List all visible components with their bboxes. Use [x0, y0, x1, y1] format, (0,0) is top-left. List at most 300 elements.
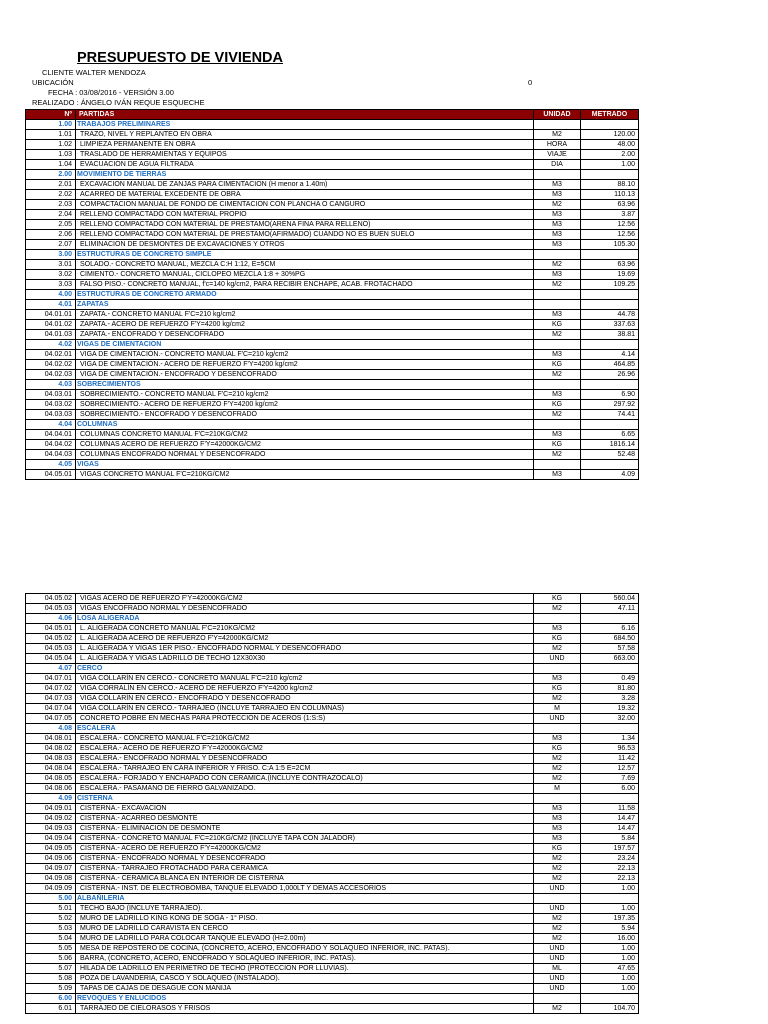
item-description: SOLADO.- CONCRETO MANUAL, MEZCLA C:H 1:12, E=5CM	[76, 260, 534, 270]
item-number: 04.08.03	[26, 754, 76, 764]
item-unit: M3	[534, 734, 581, 744]
table-row	[26, 370, 639, 380]
item-number: 2.02	[26, 190, 76, 200]
item-quantity: 12.56	[581, 220, 639, 230]
item-quantity: 464.85	[581, 360, 639, 370]
item-quantity	[581, 250, 639, 260]
item-number: 04.07.01	[26, 674, 76, 684]
item-quantity: 88.10	[581, 180, 639, 190]
table-row	[26, 984, 639, 994]
document-title: PRESUPUESTO DE VIVIENDA	[77, 50, 284, 66]
item-description: RELLENO COMPACTADO CON MATERIAL DE PRESTAMO(ARENA FINA PARA RELLENO)	[76, 220, 534, 230]
item-number: 5.06	[26, 954, 76, 964]
author-line: REALIZADO : ÁNGELO IVÁN REQUE ESQUECHE	[32, 98, 205, 107]
item-quantity: 22.13	[581, 864, 639, 874]
item-quantity: 1.00	[581, 904, 639, 914]
section-row	[26, 460, 639, 470]
item-quantity	[581, 724, 639, 734]
item-description: MOVIMIENTO DE TIERRAS	[76, 170, 534, 180]
item-description: L. ALIGERADA CONCRETO MANUAL F'C=210KG/CM2	[76, 624, 534, 634]
item-description: VIGAS	[76, 460, 534, 470]
item-unit	[534, 724, 581, 734]
item-description: RELLENO COMPACTADO CON MATERIAL DE PRESTAMO(AFIRMADO) CUANDO NO ES BUEN SUELO	[76, 230, 534, 240]
item-quantity: 105.30	[581, 240, 639, 250]
item-quantity	[581, 340, 639, 350]
item-quantity: 560.04	[581, 594, 639, 604]
item-number: 04.08.06	[26, 784, 76, 794]
item-number: 04.09.04	[26, 834, 76, 844]
item-number: 3.01	[26, 260, 76, 270]
item-description: CISTERNA.- TARRAJEO FROTACHADO PARA CERAMICA	[76, 864, 534, 874]
item-number: 6.01	[26, 1004, 76, 1014]
item-description: CISTERNA.- ACARREO DESMONTE	[76, 814, 534, 824]
item-description: TRASLADO DE HERRAMIENTAS Y EQUIPOS	[76, 150, 534, 160]
item-unit: M	[534, 704, 581, 714]
item-quantity: 3.28	[581, 694, 639, 704]
item-description: VIGAS CONCRETO MANUAL F'C=210KG/CM2	[76, 470, 534, 480]
item-quantity	[581, 170, 639, 180]
item-quantity: 38.81	[581, 330, 639, 340]
table-row	[26, 754, 639, 764]
item-number: 04.02.03	[26, 370, 76, 380]
item-unit: M3	[534, 824, 581, 834]
client-line: CLIENTE WALTER MENDOZA	[42, 68, 146, 77]
item-unit	[534, 250, 581, 260]
item-description: COLUMNAS ENCOFRADO NORMAL Y DESENCOFRADO	[76, 450, 534, 460]
item-number: 4.07	[26, 664, 76, 674]
item-number: 5.02	[26, 914, 76, 924]
item-quantity: 684.50	[581, 634, 639, 644]
item-description: VIGAS ENCOFRADO NORMAL Y DESENCOFRADO	[76, 604, 534, 614]
item-description: COLUMNAS CONCRETO MANUAL F'C=210KG/CM2	[76, 430, 534, 440]
header-quantity: METRADO	[581, 110, 639, 120]
item-quantity: 1816.14	[581, 440, 639, 450]
item-number: 4.02	[26, 340, 76, 350]
table-row	[26, 914, 639, 924]
table-row	[26, 210, 639, 220]
item-number: 04.08.02	[26, 744, 76, 754]
table-row	[26, 330, 639, 340]
item-description: CISTERNA.- CERAMICA BLANCA EN INTERIOR DE CISTERNA	[76, 874, 534, 884]
item-quantity: 63.96	[581, 200, 639, 210]
section-row	[26, 614, 639, 624]
table-row	[26, 734, 639, 744]
item-unit	[534, 340, 581, 350]
item-unit: M2	[534, 130, 581, 140]
item-description: VIGA COLLARÍN EN CERCO.- TARRAJEO (INCLUYE TARRAJEO EN COLUMNAS)	[76, 704, 534, 714]
item-description: TECHO BAJO (INCLUYE TARRAJEO).	[76, 904, 534, 914]
item-description: VIGAS ACERO DE REFUERZO F'Y=42000KG/CM2	[76, 594, 534, 604]
item-description: CIMIENTO.- CONCRETO MANUAL, CICLOPEO MEZCLA 1:8 + 30%PG	[76, 270, 534, 280]
item-number: 04.07.02	[26, 684, 76, 694]
item-unit	[534, 894, 581, 904]
item-unit: KG	[534, 744, 581, 754]
table-row	[26, 774, 639, 784]
item-quantity: 12.57	[581, 764, 639, 774]
item-unit: M2	[534, 280, 581, 290]
item-quantity: 96.53	[581, 744, 639, 754]
item-quantity	[581, 894, 639, 904]
table-row	[26, 924, 639, 934]
table-row	[26, 684, 639, 694]
item-number: 04.04.02	[26, 440, 76, 450]
item-unit: M2	[534, 764, 581, 774]
item-unit: UND	[534, 904, 581, 914]
item-unit: UND	[534, 954, 581, 964]
item-description: ZAPATA.- CONCRETO MANUAL F'C=210 kg/cm2	[76, 310, 534, 320]
item-quantity: 32.00	[581, 714, 639, 724]
table-row	[26, 410, 639, 420]
item-description: REVOQUES Y ENLUCIDOS	[76, 994, 534, 1004]
item-number: 5.01	[26, 904, 76, 914]
item-quantity: 4.14	[581, 350, 639, 360]
item-quantity: 19.32	[581, 704, 639, 714]
table-row	[26, 634, 639, 644]
item-unit: M	[534, 784, 581, 794]
item-description: COMPACTACION MANUAL DE FONDO DE CIMENTACION CON PLANCHA O CANGURO	[76, 200, 534, 210]
item-quantity: 1.00	[581, 944, 639, 954]
table-row	[26, 230, 639, 240]
item-description: CISTERNA	[76, 794, 534, 804]
item-unit	[534, 300, 581, 310]
item-number: 2.06	[26, 230, 76, 240]
item-quantity: 5.84	[581, 834, 639, 844]
item-quantity: 663.00	[581, 654, 639, 664]
item-number: 04.07.05	[26, 714, 76, 724]
item-number: 5.05	[26, 944, 76, 954]
item-unit: M3	[534, 310, 581, 320]
item-unit: M2	[534, 604, 581, 614]
item-unit	[534, 460, 581, 470]
location-value: 0	[528, 78, 533, 87]
item-quantity: 12.56	[581, 230, 639, 240]
table-row	[26, 350, 639, 360]
item-unit: M2	[534, 644, 581, 654]
item-number: 1.00	[26, 120, 76, 130]
item-description: CONCRETO POBRE EN MECHAS PARA PROTECCIÓN DE ACEROS (1:S:S)	[76, 714, 534, 724]
item-quantity: 0.49	[581, 674, 639, 684]
table-row	[26, 440, 639, 450]
item-number: 04.09.03	[26, 824, 76, 834]
item-number: 04.09.01	[26, 804, 76, 814]
item-description: SOBRECIMIENTO.- CONCRETO MANUAL F'C=210 kg/cm2	[76, 390, 534, 400]
table-row	[26, 1004, 639, 1014]
header-unit: UNIDAD	[534, 110, 581, 120]
item-unit: M2	[534, 864, 581, 874]
item-unit: M3	[534, 804, 581, 814]
item-unit: UND	[534, 984, 581, 994]
item-quantity: 197.35	[581, 914, 639, 924]
item-unit: M3	[534, 240, 581, 250]
table-row	[26, 744, 639, 754]
table-row	[26, 390, 639, 400]
item-description: ZAPATAS	[76, 300, 534, 310]
item-quantity	[581, 994, 639, 1004]
item-unit: UND	[534, 884, 581, 894]
item-number: 04.03.03	[26, 410, 76, 420]
header-number: Nº	[26, 110, 76, 120]
table-row	[26, 140, 639, 150]
item-number: 2.07	[26, 240, 76, 250]
item-unit: M3	[534, 390, 581, 400]
item-number: 1.01	[26, 130, 76, 140]
item-quantity: 2.00	[581, 150, 639, 160]
item-description: ESCALERA	[76, 724, 534, 734]
item-number: 6.00	[26, 994, 76, 1004]
item-quantity: 6.65	[581, 430, 639, 440]
item-unit	[534, 994, 581, 1004]
item-quantity: 23.24	[581, 854, 639, 864]
table-row	[26, 874, 639, 884]
section-row	[26, 250, 639, 260]
item-number: 04.09.02	[26, 814, 76, 824]
item-quantity: 74.41	[581, 410, 639, 420]
item-unit: M3	[534, 270, 581, 280]
item-unit: M2	[534, 914, 581, 924]
item-quantity: 14.47	[581, 814, 639, 824]
item-quantity: 63.96	[581, 260, 639, 270]
item-quantity	[581, 794, 639, 804]
item-description: VIGA CORRALÍN EN CERCO.- ACERO DE REFUERZO F'Y=4200 kg/cm2	[76, 684, 534, 694]
item-quantity: 16.00	[581, 934, 639, 944]
item-quantity: 1.00	[581, 954, 639, 964]
table-row	[26, 944, 639, 954]
item-quantity: 297.92	[581, 400, 639, 410]
table-header-row	[26, 110, 639, 120]
item-description: MESA DE REPOSTERO DE COCINA, (CONCRETO, ACERO, ENCOFRADO Y SOLAQUEO INFERIOR, INC. PATAS).	[76, 944, 534, 954]
item-quantity: 4.09	[581, 470, 639, 480]
item-unit: M3	[534, 220, 581, 230]
item-description: CERCO	[76, 664, 534, 674]
item-number: 2.01	[26, 180, 76, 190]
item-number: 04.09.06	[26, 854, 76, 864]
item-quantity: 22.13	[581, 874, 639, 884]
item-number: 04.04.03	[26, 450, 76, 460]
item-quantity: 3.87	[581, 210, 639, 220]
item-unit	[534, 794, 581, 804]
item-unit: DIA	[534, 160, 581, 170]
item-quantity: 81.80	[581, 684, 639, 694]
table-row	[26, 714, 639, 724]
item-number: 2.04	[26, 210, 76, 220]
item-quantity	[581, 290, 639, 300]
item-description: POZA DE LAVANDERIA, CASCO Y SOLAQUEO (INSTALADO).	[76, 974, 534, 984]
table-row	[26, 764, 639, 774]
item-number: 2.05	[26, 220, 76, 230]
section-row	[26, 794, 639, 804]
item-unit: M3	[534, 814, 581, 824]
item-unit	[534, 664, 581, 674]
item-description: CISTERNA.- INST. DE ELECTROBOMBA, TANQUE ELEVADO 1,000LT Y DEMAS ACCESORIOS	[76, 884, 534, 894]
table-row	[26, 470, 639, 480]
item-unit: M2	[534, 1004, 581, 1014]
item-description: MURO DE LADRILLO CARAVISTA EN CERCO	[76, 924, 534, 934]
item-description: ESCALERA.- FORJADO Y ENCHAPADO CON CERAMICA.(INCLUYE CONTRAZÓCALO)	[76, 774, 534, 784]
budget-table-page-1	[25, 109, 639, 480]
item-number: 5.09	[26, 984, 76, 994]
section-row	[26, 994, 639, 1004]
item-unit: UND	[534, 974, 581, 984]
item-unit: M3	[534, 470, 581, 480]
item-quantity: 197.57	[581, 844, 639, 854]
item-number: 04.01.03	[26, 330, 76, 340]
table-row	[26, 644, 639, 654]
item-description: ZAPATA.- ENCOFRADO Y DESENCOFRADO	[76, 330, 534, 340]
table-row	[26, 450, 639, 460]
item-number: 5.03	[26, 924, 76, 934]
item-description: BARRA, (CONCRETO, ACERO, ENCOFRADO Y SOLAQUEO INFERIOR, INC. PATAS).	[76, 954, 534, 964]
item-number: 4.01	[26, 300, 76, 310]
table-row	[26, 160, 639, 170]
table-row	[26, 430, 639, 440]
table-row	[26, 400, 639, 410]
table-row	[26, 694, 639, 704]
item-number: 4.03	[26, 380, 76, 390]
item-unit: M3	[534, 190, 581, 200]
item-quantity: 1.34	[581, 734, 639, 744]
item-number: 1.04	[26, 160, 76, 170]
item-unit: KG	[534, 844, 581, 854]
budget-table-page-2	[25, 593, 639, 1014]
item-number: 04.09.08	[26, 874, 76, 884]
item-quantity: 1.00	[581, 974, 639, 984]
table-row	[26, 130, 639, 140]
item-unit: KG	[534, 400, 581, 410]
table-row	[26, 704, 639, 714]
item-quantity: 48.00	[581, 140, 639, 150]
item-quantity	[581, 664, 639, 674]
item-number: 04.03.02	[26, 400, 76, 410]
item-unit: KG	[534, 684, 581, 694]
item-unit: M2	[534, 924, 581, 934]
item-quantity	[581, 120, 639, 130]
item-unit: KG	[534, 440, 581, 450]
item-description: SOBRECIMIENTO.- ENCOFRADO Y DESENCOFRADO	[76, 410, 534, 420]
item-unit	[534, 290, 581, 300]
section-row	[26, 300, 639, 310]
item-description: MURO DE LADRILLO PARA COLOCAR TANQUE ELEVADO (H=2.00m)	[76, 934, 534, 944]
item-description: RELLENO COMPACTADO CON MATERIAL PROPIO	[76, 210, 534, 220]
item-number: 1.03	[26, 150, 76, 160]
item-description: ALBAÑILERIA	[76, 894, 534, 904]
item-description: VIGAS DE CIMENTACION	[76, 340, 534, 350]
item-number: 3.02	[26, 270, 76, 280]
section-row	[26, 340, 639, 350]
item-number: 04.01.01	[26, 310, 76, 320]
item-number: 04.05.04	[26, 654, 76, 664]
item-unit: HORA	[534, 140, 581, 150]
item-unit: M3	[534, 350, 581, 360]
item-number: 04.05.03	[26, 604, 76, 614]
table-row	[26, 604, 639, 614]
section-row	[26, 290, 639, 300]
table-row	[26, 624, 639, 634]
item-unit: UND	[534, 944, 581, 954]
item-unit: UND	[534, 654, 581, 664]
item-number: 5.07	[26, 964, 76, 974]
item-number: 1.02	[26, 140, 76, 150]
item-description: TRABAJOS PRELIMINARES	[76, 120, 534, 130]
item-description: ESCALERA.- ENCOFRADO NORMAL Y DESENCOFRADO	[76, 754, 534, 764]
item-description: COLUMNAS ACERO DE REFUERZO F'Y=42000KG/CM2	[76, 440, 534, 450]
table-row	[26, 360, 639, 370]
table-row	[26, 934, 639, 944]
item-unit: M3	[534, 834, 581, 844]
section-row	[26, 170, 639, 180]
table-row	[26, 280, 639, 290]
item-unit: KG	[534, 360, 581, 370]
item-description: L. ALIGERADA Y VIGAS LADRILLO DE TECHO 12X30X30	[76, 654, 534, 664]
table-row	[26, 200, 639, 210]
item-description: LIMPIEZA PERMANENTE EN OBRA	[76, 140, 534, 150]
item-description: VIGA DE CIMENTACIÓN.- CONCRETO MANUAL F'C=210 kg/cm2	[76, 350, 534, 360]
table-row	[26, 150, 639, 160]
item-quantity: 11.58	[581, 804, 639, 814]
table-row	[26, 220, 639, 230]
item-unit	[534, 170, 581, 180]
item-description: SOBRECIMIENTO.- ACERO DE REFUERZO F'Y=4200 kg/cm2	[76, 400, 534, 410]
item-number: 04.05.01	[26, 470, 76, 480]
item-number: 4.06	[26, 614, 76, 624]
item-unit: M3	[534, 210, 581, 220]
item-number: 4.08	[26, 724, 76, 734]
item-number: 04.07.03	[26, 694, 76, 704]
table-row	[26, 834, 639, 844]
item-unit: KG	[534, 320, 581, 330]
item-quantity: 57.58	[581, 644, 639, 654]
header-items: PARTIDAS	[76, 110, 534, 120]
location-label: UBICACIÓN	[32, 78, 74, 87]
item-description: MURO DE LADRILLO KING KONG DE SOGA - 1° PISO.	[76, 914, 534, 924]
item-number: 04.09.05	[26, 844, 76, 854]
item-description: ESTRUCTURAS DE CONCRETO SIMPLE	[76, 250, 534, 260]
item-unit: M2	[534, 450, 581, 460]
item-number: 04.01.02	[26, 320, 76, 330]
item-quantity: 11.42	[581, 754, 639, 764]
item-quantity: 120.00	[581, 130, 639, 140]
item-unit: M2	[534, 934, 581, 944]
item-description: EXCAVACION MANUAL DE ZANJAS PARA CIMENTACION (H menor a 1.40m)	[76, 180, 534, 190]
section-row	[26, 420, 639, 430]
item-quantity: 109.25	[581, 280, 639, 290]
item-unit	[534, 420, 581, 430]
item-description: ZAPATA.- ACERO DE REFUERZO F'Y=4200 kg/cm2	[76, 320, 534, 330]
table-row	[26, 814, 639, 824]
item-number: 04.08.05	[26, 774, 76, 784]
section-row	[26, 120, 639, 130]
item-description: ACARREO DE MATERIAL EXCEDENTE DE OBRA	[76, 190, 534, 200]
table-row	[26, 270, 639, 280]
item-unit: M2	[534, 774, 581, 784]
item-unit: M2	[534, 260, 581, 270]
item-description: ESCALERA.- ACERO DE REFUERZO F'Y=42000KG/CM2	[76, 744, 534, 754]
item-quantity: 337.63	[581, 320, 639, 330]
item-unit: M3	[534, 180, 581, 190]
table-row	[26, 674, 639, 684]
item-description: ESCALERA.- CONCRETO MANUAL F'C=210KG/CM2	[76, 734, 534, 744]
item-description: CISTERNA.- ENCOFRADO NORMAL Y DESENCOFRADO	[76, 854, 534, 864]
table-row	[26, 974, 639, 984]
item-quantity: 7.69	[581, 774, 639, 784]
item-description: FALSO PISO.- CONCRETO MANUAL, f'c=140 kg/cm2, PARA RECIBIR ENCHAPE, ACAB. FROTACHADO	[76, 280, 534, 290]
item-description: L. ALIGERADA Y VIGAS 1ER PISO.- ENCOFRADO NORMAL Y DESENCOFRADO	[76, 644, 534, 654]
table-row	[26, 180, 639, 190]
item-number: 04.05.01	[26, 624, 76, 634]
item-quantity: 104.70	[581, 1004, 639, 1014]
item-quantity: 1.00	[581, 160, 639, 170]
item-number: 04.02.02	[26, 360, 76, 370]
item-unit: M2	[534, 874, 581, 884]
